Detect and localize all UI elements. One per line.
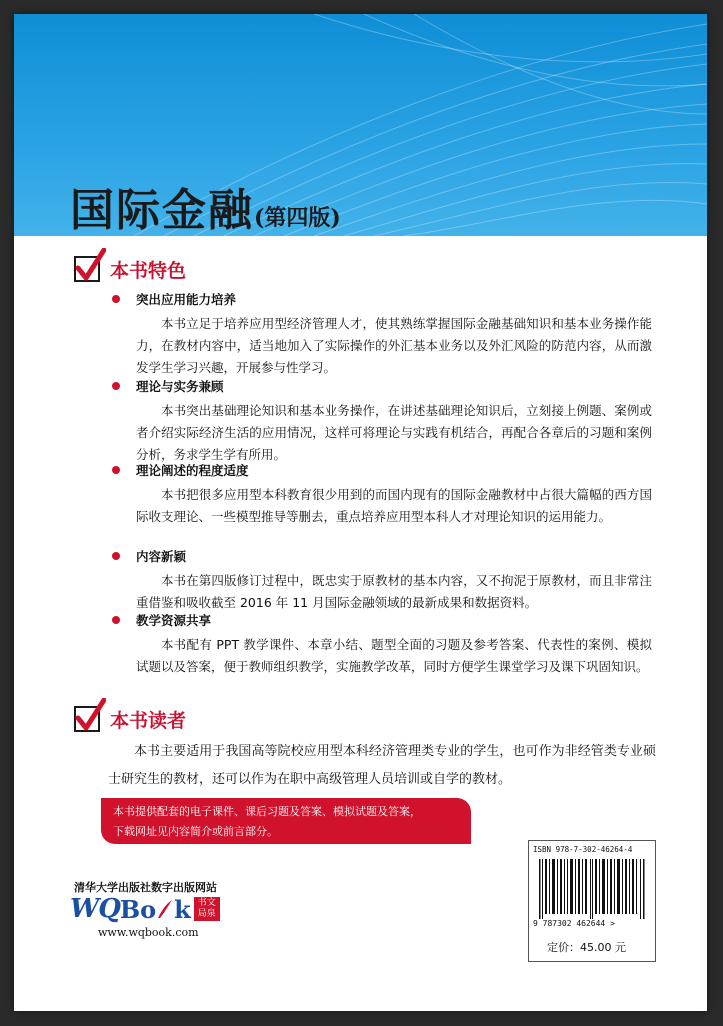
isbn-barcode-box: [528, 840, 656, 962]
feature-body: 本书配有 PPT 教学课件、本章小结、题型全面的习题及参考答案、代表性的案例、模拟试题以及答案，便于教师组织教学，实施教学改革，同时方便学生课堂学习及课下巩固知识。: [136, 637, 652, 674]
feature-body: 本书突出基础理论知识和基本业务操作，在讲述基础理论知识后，立刻接上例题、案例或者介绍实际经济生活的应用情况，这样可将理论与实践有机结合，再配合各章后的习题和案例分析，务求学生学有所用。: [136, 403, 652, 462]
feature-item: [112, 546, 652, 614]
notice-line-1: 本书提供配套的电子课件、课后习题及答案、模拟试题及答案，: [113, 805, 421, 818]
barcode-digits: 9 787302 462644 >: [533, 919, 615, 928]
feature-title: 理论阐述的程度适度: [136, 463, 249, 478]
bullet-dot-icon: [112, 382, 120, 390]
feature-title: 教学资源共享: [136, 613, 212, 628]
publisher-name: 清华大学出版社数字出版网站: [74, 881, 217, 894]
feature-body: 本书把很多应用型本科教育很少用到的而国内现有的国际金融教材中占很大篇幅的西方国际收支理论、一些模型推导等删去，重点培养应用型本科人才对理论知识的运用能力。: [136, 487, 652, 524]
book-back-cover: [14, 14, 707, 1011]
feature-body: 本书在第四版修订过程中，既忠实于原教材的基本内容，又不拘泥于原教材，而且非常注重借鉴和吸收截至 2016 年 11 月国际金融领域的最新成果和数据资料。: [136, 573, 652, 610]
bullet-dot-icon: [112, 616, 120, 624]
download-notice: [101, 798, 471, 844]
bullet-dot-icon: [112, 295, 120, 303]
bullet-dot-icon: [112, 552, 120, 560]
price: 定价：45.00 元: [547, 941, 626, 954]
barcode-icon: [539, 859, 645, 919]
features-heading: [74, 254, 186, 284]
feature-item: [112, 610, 652, 678]
logo-book-k-text: k: [174, 894, 191, 924]
logo-book-text: Bo: [119, 894, 157, 924]
wqbook-logo: [70, 894, 220, 924]
feature-body: 本书立足于培养应用型经济管理人才，使其熟练掌握国际金融基础知识和基本业务操作能力，在教材内容中，适当地加入了实际操作的外汇基本业务以及外汇风险的防范内容，从而激发学生学习兴趣，开展参与性学习。: [136, 316, 652, 375]
red-checkmark-icon: [74, 256, 100, 282]
readers-heading-text: 本书读者: [110, 709, 187, 732]
feature-item: [112, 289, 652, 379]
title-main: 国际金融: [70, 185, 254, 236]
publisher-website: www.wqbook.com: [98, 926, 199, 939]
feature-item: [112, 460, 652, 528]
bullet-dot-icon: [112, 466, 120, 474]
isbn-number: ISBN 978-7-302-46264-4: [533, 845, 633, 854]
red-checkmark-icon: [74, 706, 100, 732]
feature-item: [112, 376, 652, 466]
feature-title: 内容新颖: [136, 549, 187, 564]
notice-line-2: 下载网址见内容简介或前言部分。: [113, 825, 278, 838]
book-title: [70, 174, 341, 238]
feature-title: 突出应用能力培养: [136, 292, 237, 307]
quill-icon: [156, 898, 174, 920]
readers-body: 本书主要适用于我国高等院校应用型本科经济管理类专业的学生，也可作为非经管类专业硕士研究生的教材，还可以作为在职中高级管理人员培训或自学的教材。: [108, 744, 656, 787]
logo-wq-text: WQ: [70, 894, 120, 924]
feature-title: 理论与实务兼顾: [136, 379, 224, 394]
title-edition: (第四版): [254, 205, 341, 231]
logo-stamp: 书文局泉: [194, 897, 220, 921]
readers-heading: [74, 704, 186, 734]
features-heading-text: 本书特色: [110, 259, 187, 282]
